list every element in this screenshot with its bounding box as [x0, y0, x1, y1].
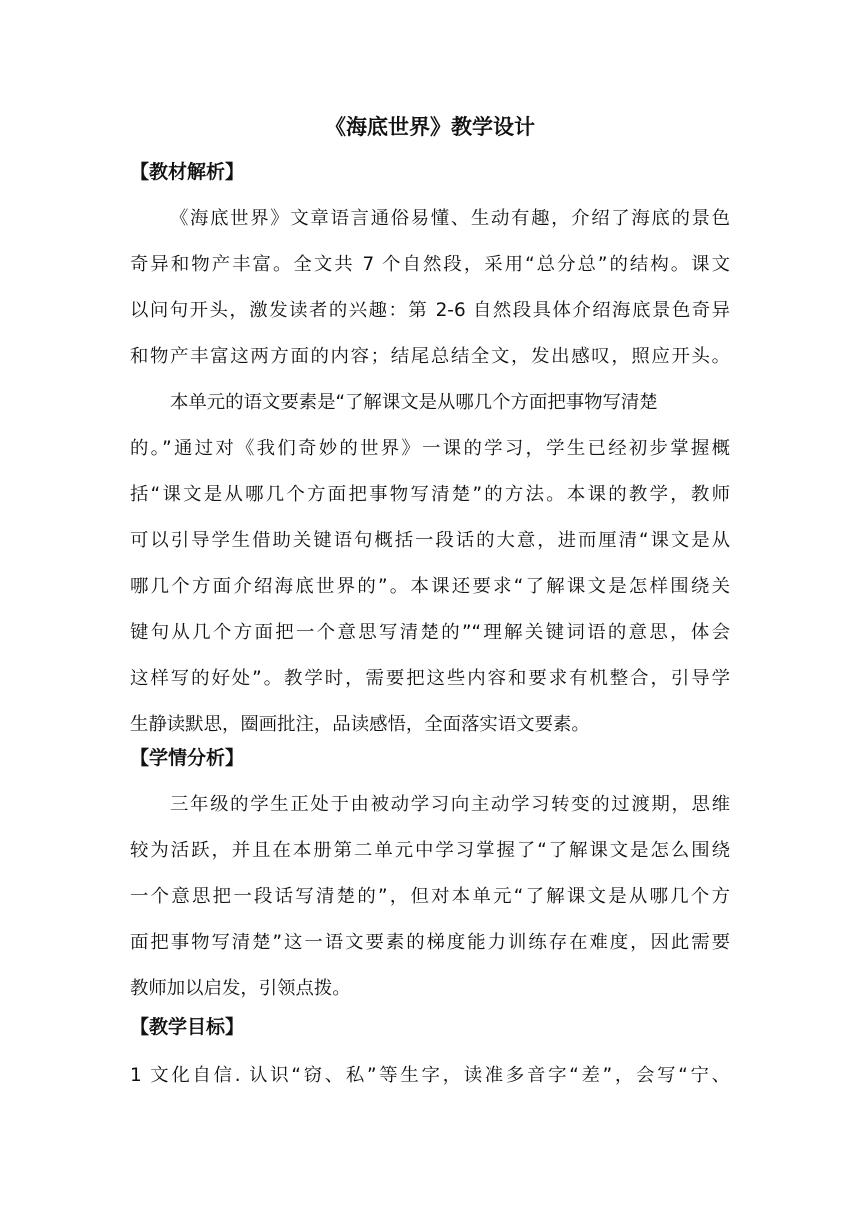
paragraph-line: 较为活跃，并且在本册第二单元中学习掌握了“了解课文是怎么围绕	[130, 840, 730, 861]
document-title: 《海底世界》教学设计	[325, 115, 535, 139]
paragraph-line: 括“课文是从哪几个方面把事物写清楚”的方法。本课的教学，教师	[130, 484, 730, 505]
paragraph-line: 1 文化自信. 认识“窃、私”等生字，读准多音字“差”，会写“宁、	[130, 1065, 730, 1086]
paragraph-line: 这样写的好处”。教学时，需要把这些内容和要求有机整合，引导学	[130, 668, 730, 689]
paragraph-line: 教师加以启发，引领点拨。	[130, 978, 351, 999]
paragraph-line: 以问句开头，激发读者的兴趣：第 2-6 自然段具体介绍海底景色奇异	[130, 300, 730, 321]
paragraph-line: 一个意思把一段话写清楚的”，但对本单元“了解课文是从哪几个方	[130, 886, 730, 907]
paragraph-line: 《海底世界》文章语言通俗易懂、生动有趣，介绍了海底的景色	[170, 208, 730, 229]
paragraph-line: 生静读默思，圈画批注，品读感悟，全面落实语文要素。	[130, 714, 590, 735]
paragraph-line: 本单元的语文要素是“了解课文是从哪几个方面把事物写清楚	[170, 392, 658, 413]
paragraph-line: 三年级的学生正处于由被动学习向主动学习转变的过渡期，思维	[170, 794, 730, 815]
paragraph-line: 奇异和物产丰富。全文共 7 个自然段，采用“总分总”的结构。课文	[130, 254, 730, 275]
paragraph-line: 的。”通过对《我们奇妙的世界》一课的学习，学生已经初步掌握概	[130, 438, 730, 459]
section-heading-goals: 【教学目标】	[130, 1016, 245, 1038]
paragraph-line: 面把事物写清楚”这一语文要素的梯度能力训练存在难度，因此需要	[130, 932, 730, 953]
section-heading-materials: 【教材解析】	[130, 161, 245, 183]
paragraph-line: 和物产丰富这两方面的内容；结尾总结全文，发出感叹，照应开头。	[130, 346, 730, 367]
paragraph-line: 键句从几个方面把一个意思写清楚的”“理解关键词语的意思，体会	[130, 622, 730, 643]
paragraph-line: 哪几个方面介绍海底世界的”。本课还要求“了解课文是怎样围绕关	[130, 576, 730, 597]
section-heading-students: 【学情分析】	[130, 747, 245, 769]
paragraph-line: 可以引导学生借助关键语句概括一段话的大意，进而厘清“课文是从	[130, 530, 730, 551]
